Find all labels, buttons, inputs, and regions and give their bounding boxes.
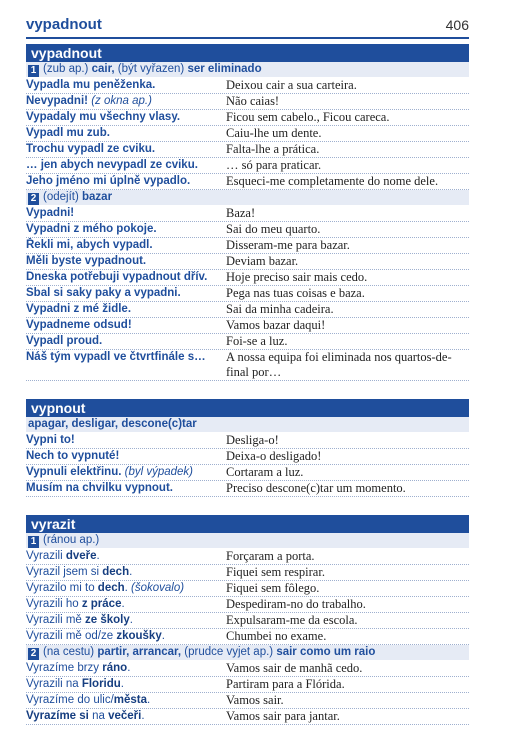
page-header (26, 16, 469, 38)
czech-phrase-part: . (124, 582, 132, 594)
czech-phrase-part: ráno (102, 662, 128, 674)
portuguese-translation: Expulsaram-me da escola. (226, 613, 358, 627)
czech-phrase (26, 222, 226, 237)
example-row (26, 629, 469, 645)
portuguese-translation: Pega nas tuas coisas e baza. (226, 286, 365, 300)
portuguese-translation: Ficou sem cabelo., Ficou careca. (226, 110, 390, 124)
czech-phrase-part: Vypadla mu peněženka. (26, 79, 156, 91)
example-row (26, 709, 469, 725)
czech-phrase-part: Řekli mi, abych vypadl. (26, 239, 153, 251)
czech-phrase-part: Dneska potřebuji vypadnout dřív. (26, 271, 208, 283)
czech-phrase (26, 709, 226, 724)
portuguese-translation: Sai da minha cadeira. (226, 302, 334, 316)
sense-text: (odejít) (43, 191, 82, 203)
sense-text: (na cestu) (43, 646, 98, 658)
entries-list (26, 44, 469, 743)
czech-phrase (26, 449, 226, 464)
sense-text: bazar (82, 191, 113, 203)
czech-phrase-part: Vypadaly mu všechny vlasy. (26, 111, 181, 123)
czech-phrase-part: . (120, 678, 124, 690)
sense-number-badge: 1 (28, 65, 39, 77)
example-row (26, 206, 469, 222)
example-row (26, 350, 469, 381)
example-row (26, 549, 469, 565)
portuguese-translation: … só para praticar. (226, 158, 322, 172)
czech-phrase (26, 629, 226, 644)
czech-phrase (26, 677, 226, 692)
czech-phrase (26, 286, 226, 301)
czech-phrase-part: Vyrazíme brzy (26, 662, 103, 674)
czech-phrase (26, 613, 226, 628)
czech-phrase-part: … jen abych nevypadl ze cviku. (26, 159, 198, 171)
czech-phrase (26, 94, 226, 109)
sense-text: (ránou ap.) (43, 534, 100, 546)
czech-phrase-part: Vyrazíme si (26, 710, 93, 722)
portuguese-translation: Chumbei no exame. (226, 629, 327, 643)
portuguese-translation: Caiu-lhe um dente. (226, 126, 322, 140)
czech-phrase-part: Musím na chvilku vypnout. (26, 482, 173, 494)
example-row (26, 158, 469, 174)
entry-title: vypadnout (26, 44, 469, 62)
portuguese-translation: Não caias! (226, 94, 280, 108)
czech-phrase-part: Jeho jméno mi úplně vypadlo. (26, 175, 191, 187)
sense-text: partir, arrancar, (97, 646, 182, 658)
example-row (26, 597, 469, 613)
czech-phrase-part: z práce (81, 598, 122, 610)
czech-phrase-part: Náš tým vypadl ve čtvrtfinále s… (26, 351, 206, 363)
example-row (26, 677, 469, 693)
portuguese-translation: Disseram-me para bazar. (226, 238, 350, 252)
czech-phrase (26, 270, 226, 285)
example-row (26, 481, 469, 497)
portuguese-translation: Deviam bazar. (226, 254, 299, 268)
example-row (26, 110, 469, 126)
sense-text: (být vyřazen) (114, 63, 188, 75)
example-row (26, 661, 469, 677)
czech-phrase (26, 126, 226, 141)
czech-phrase (26, 206, 226, 221)
czech-phrase-part: Vypadl mu zub. (26, 127, 110, 139)
sense-text: (prudce vyjet ap.) (181, 646, 277, 658)
czech-phrase-part: Vypni to! (26, 434, 75, 446)
czech-phrase (26, 433, 226, 448)
czech-phrase-part: Měli byste vypadnout. (26, 255, 147, 267)
sense-number-badge: 2 (28, 648, 39, 660)
czech-phrase-part: Vypnuli elektřinu. (26, 466, 125, 478)
czech-phrase (26, 549, 226, 564)
czech-phrase-part: Sbal si saky paky a vypadni. (26, 287, 181, 299)
portuguese-translation: Foi-se a luz. (226, 334, 288, 348)
portuguese-translation: Vamos sair. (226, 693, 284, 707)
czech-phrase-part: Vyrazili na (26, 678, 82, 690)
example-row (26, 318, 469, 334)
example-row (26, 565, 469, 581)
czech-phrase-part: Nech to vypnuté! (26, 450, 120, 462)
czech-phrase-part: (z okna ap.) (91, 95, 152, 107)
czech-phrase-part: . (141, 710, 145, 722)
sense-text: ser eliminado (187, 63, 262, 75)
portuguese-translation: Forçaram a porta. (226, 549, 315, 563)
portuguese-translation: Vamos sair para jantar. (226, 709, 340, 723)
portuguese-translation: Esqueci-me completamente do nome dele. (226, 174, 439, 188)
sense-number-badge: 1 (28, 536, 39, 548)
portuguese-translation: Vamos bazar daqui! (226, 318, 326, 332)
example-row (26, 174, 469, 190)
sense-text: cair, (91, 63, 115, 75)
czech-phrase (26, 78, 226, 93)
czech-phrase (26, 465, 226, 480)
czech-phrase-part: (byl výpadek) (124, 466, 194, 478)
czech-phrase-part: Vyrazili mě od/ze (26, 630, 117, 642)
sense-header (26, 533, 469, 549)
czech-phrase (26, 693, 226, 708)
czech-phrase-part: . (121, 598, 125, 610)
czech-phrase-part: na (92, 710, 109, 722)
czech-phrase-part: (šokovalo) (131, 582, 185, 594)
czech-phrase-part: Vypadni z mého pokoje. (26, 223, 157, 235)
czech-phrase-part: dech (102, 566, 130, 578)
portuguese-translation: Hoje preciso sair mais cedo. (226, 270, 368, 284)
czech-phrase (26, 565, 226, 580)
czech-phrase-part: města (113, 694, 148, 706)
portuguese-translation: Fiquei sem respirar. (226, 565, 325, 579)
sense-header (26, 417, 469, 433)
czech-phrase (26, 254, 226, 269)
example-row (26, 254, 469, 270)
sense-text: apagar, desligar, descone(c)tar (28, 418, 197, 430)
entry-0 (26, 44, 469, 381)
page-number: 406 (445, 17, 469, 33)
portuguese-translation: Baza! (226, 206, 256, 220)
example-row (26, 222, 469, 238)
example-row (26, 693, 469, 709)
example-row (26, 286, 469, 302)
sense-header (26, 62, 469, 78)
czech-phrase-part: . (161, 630, 165, 642)
czech-phrase-part: Floridu (81, 678, 121, 690)
example-row (26, 94, 469, 110)
example-row (26, 270, 469, 286)
portuguese-translation: Cortaram a luz. (226, 465, 304, 479)
portuguese-translation: Deixou cair a sua carteira. (226, 78, 357, 92)
example-row (26, 613, 469, 629)
example-row (26, 433, 469, 449)
czech-phrase (26, 302, 226, 317)
czech-phrase-part: . (96, 550, 100, 562)
czech-phrase-part: Vypadni z mé židle. (26, 303, 132, 315)
czech-phrase-part: večeři (108, 710, 142, 722)
czech-phrase (26, 110, 226, 125)
portuguese-translation: Falta-lhe a prática. (226, 142, 320, 156)
portuguese-translation: Sai do meu quarto. (226, 222, 321, 236)
sense-text: (zub ap.) (43, 63, 92, 75)
example-row (26, 126, 469, 142)
example-row (26, 78, 469, 94)
czech-phrase-part: . (129, 614, 133, 626)
czech-phrase-part: zkoušky (116, 630, 162, 642)
czech-phrase-part: Trochu vypadl ze cviku. (26, 143, 156, 155)
czech-phrase (26, 158, 226, 173)
entry-title: vypnout (26, 399, 469, 417)
czech-phrase (26, 142, 226, 157)
czech-phrase-part: Vyrazilo mi to (26, 582, 98, 594)
czech-phrase (26, 238, 226, 253)
example-row (26, 465, 469, 481)
portuguese-translation: Fiquei sem fôlego. (226, 581, 320, 595)
czech-phrase (26, 334, 226, 349)
czech-phrase-part: Vyrazili mě (26, 614, 85, 626)
czech-phrase-part: dveře (65, 550, 97, 562)
sense-header (26, 190, 469, 206)
czech-phrase-part: Vyrazíme do ulic/ (26, 694, 114, 706)
example-row (26, 334, 469, 350)
running-headword: vypadnout (26, 16, 102, 33)
entry-title: vyrazit (26, 515, 469, 533)
czech-phrase-part: Vyrazil jsem si (26, 566, 103, 578)
czech-phrase-part: . (129, 566, 133, 578)
czech-phrase (26, 481, 226, 496)
czech-phrase-part: Nevypadni! (26, 95, 92, 107)
czech-phrase-part: Vypadni! (26, 207, 75, 219)
example-row (26, 581, 469, 597)
entry-1 (26, 399, 469, 497)
example-row (26, 142, 469, 158)
czech-phrase-part: Vyrazili (26, 550, 66, 562)
czech-phrase (26, 661, 226, 676)
portuguese-translation: Vamos sair de manhã cedo. (226, 661, 363, 675)
portuguese-translation: Deixa-o desligado! (226, 449, 322, 463)
example-row (26, 302, 469, 318)
czech-phrase-part: dech (97, 582, 125, 594)
czech-phrase (26, 350, 226, 380)
portuguese-translation: Preciso descone(c)tar um momento. (226, 481, 406, 495)
header-rule (26, 37, 469, 39)
czech-phrase-part: Vypadneme odsud! (26, 319, 132, 331)
portuguese-translation: Partiram para a Flórida. (226, 677, 345, 691)
czech-phrase-part: Vyrazili ho (26, 598, 82, 610)
portuguese-translation: Desliga-o! (226, 433, 279, 447)
sense-number-badge: 2 (28, 193, 39, 205)
czech-phrase (26, 597, 226, 612)
sense-text: sair como um raio (276, 646, 376, 658)
czech-phrase (26, 174, 226, 189)
czech-phrase-part: Vypadl proud. (26, 335, 103, 347)
example-row (26, 238, 469, 254)
czech-phrase-part: ze školy (85, 614, 130, 626)
sense-header (26, 645, 469, 661)
czech-phrase-part: . (147, 694, 151, 706)
portuguese-translation: Despediram-no do trabalho. (226, 597, 366, 611)
example-row (26, 449, 469, 465)
czech-phrase (26, 581, 226, 596)
czech-phrase-part: . (127, 662, 131, 674)
czech-phrase (26, 318, 226, 333)
entry-2 (26, 515, 469, 725)
portuguese-translation: A nossa equipa foi eliminada nos quartos-de-final por… (226, 350, 452, 379)
